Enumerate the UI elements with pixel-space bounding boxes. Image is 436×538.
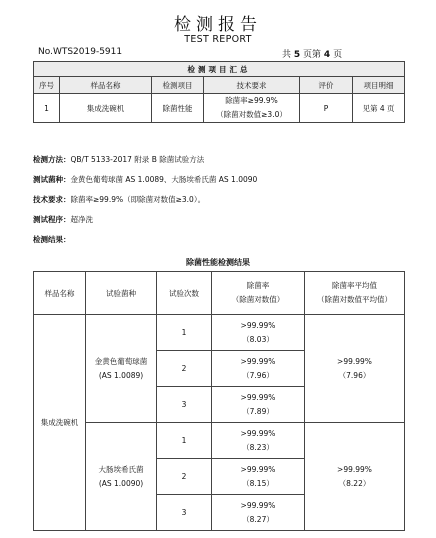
requirement-line2: （除菌对数值≥3.0） <box>216 110 287 119</box>
strain-1-name: 金黄色葡萄球菌 <box>94 356 148 366</box>
trial-result <box>212 387 305 423</box>
strain-2-code: (AS 1.0090) <box>98 478 144 488</box>
results-col-rate <box>212 272 305 315</box>
trial-rate: >99.99% <box>240 356 276 366</box>
table-row <box>34 315 405 351</box>
trial-number: 1 <box>157 315 212 351</box>
trial-number: 3 <box>157 387 212 423</box>
report-title: 检测报告 <box>174 15 262 35</box>
pages-total: 5 <box>293 50 301 60</box>
strain-1-code: (AS 1.0089) <box>98 370 144 380</box>
trial-result <box>212 459 305 495</box>
summary-table <box>33 61 405 123</box>
info-program <box>33 214 93 225</box>
info-strain-value: 金黄色葡萄球菌 AS 1.0089、大肠埃希氏菌 AS 1.0090 <box>70 175 258 184</box>
page-indicator <box>282 47 342 60</box>
results-col-sample: 样品名称 <box>34 272 86 315</box>
results-strain-1 <box>86 315 157 423</box>
results-caption: 除菌性能检测结果 <box>186 258 250 267</box>
info-program-label: 测试程序： <box>33 215 71 224</box>
report-number: No.WTS2019-5911 <box>38 47 123 57</box>
trial-log: （7.96） <box>242 370 274 380</box>
results-average-1 <box>305 315 405 423</box>
results-table <box>33 271 405 531</box>
summary-sample: 集成洗碗机 <box>60 94 152 123</box>
summary-col-item: 检测项目 <box>152 77 204 94</box>
info-method <box>33 154 204 165</box>
average-1-rate: >99.99% <box>337 356 372 366</box>
trial-log: （8.03） <box>242 334 274 344</box>
rate-header-line2: （除菌对数值） <box>231 295 285 304</box>
trial-rate: >99.99% <box>240 320 276 330</box>
report-title-en: TEST REPORT <box>184 34 252 45</box>
info-program-value: 超净洗 <box>70 215 93 224</box>
requirement-line1: 除菌率≥99.9% <box>225 96 278 105</box>
summary-col-no: 序号 <box>34 77 60 94</box>
results-strain-2 <box>86 423 157 531</box>
trial-log: （8.15） <box>242 478 274 488</box>
trial-number: 2 <box>157 351 212 387</box>
table-row <box>34 423 405 459</box>
rate-header-line1: 除菌率 <box>246 281 270 290</box>
pages-mid: 页第 <box>303 50 322 60</box>
summary-col-evaluation: 评价 <box>300 77 353 94</box>
info-requirement-value: 除菌率≥99.9%（即除菌对数值≥3.0）。 <box>70 195 206 204</box>
results-sample-name: 集成洗碗机 <box>34 315 86 531</box>
summary-title: 检测项目汇总 <box>34 62 405 77</box>
strain-2-name: 大肠埃希氏菌 <box>98 464 144 474</box>
info-requirement-label: 技术要求： <box>33 195 71 204</box>
summary-detail: 见第 4 页 <box>353 94 405 123</box>
trial-number: 1 <box>157 423 212 459</box>
info-requirement <box>33 194 205 205</box>
results-col-strain: 试验菌种 <box>86 272 157 315</box>
trial-number: 2 <box>157 459 212 495</box>
avg-header-line2: （除菌对数值平均值） <box>317 295 392 304</box>
trial-rate: >99.99% <box>240 392 276 402</box>
average-2-rate: >99.99% <box>337 464 372 474</box>
summary-item: 除菌性能 <box>152 94 204 123</box>
trial-log: （8.23） <box>242 442 274 452</box>
info-method-label: 检测方法： <box>33 155 71 164</box>
info-result <box>33 234 71 245</box>
avg-header-line1: 除菌率平均值 <box>332 281 377 290</box>
results-col-times: 试验次数 <box>157 272 212 315</box>
trial-rate: >99.99% <box>240 500 276 510</box>
trial-log: （7.89） <box>242 406 274 416</box>
trial-result <box>212 315 305 351</box>
table-row <box>34 94 405 123</box>
summary-col-detail: 项目明细 <box>353 77 405 94</box>
trial-result <box>212 495 305 531</box>
info-result-label: 检测结果： <box>33 235 71 244</box>
info-strain <box>33 174 257 185</box>
summary-col-sample: 样品名称 <box>60 77 152 94</box>
trial-number: 3 <box>157 495 212 531</box>
pages-prefix: 共 <box>282 50 292 60</box>
trial-result <box>212 423 305 459</box>
summary-evaluation: P <box>300 94 353 123</box>
info-method-value: QB/T 5133-2017 附录 B 除菌试验方法 <box>70 155 205 164</box>
info-strain-label: 测试菌种： <box>33 175 71 184</box>
trial-result <box>212 351 305 387</box>
average-1-log: （7.96） <box>338 370 371 380</box>
results-average-2 <box>305 423 405 531</box>
summary-requirement <box>204 94 300 123</box>
pages-current: 4 <box>323 50 331 60</box>
trial-rate: >99.99% <box>240 464 276 474</box>
trial-log: （8.27） <box>242 514 274 524</box>
pages-suffix: 页 <box>333 50 343 60</box>
trial-rate: >99.99% <box>240 428 276 438</box>
results-col-average <box>305 272 405 315</box>
summary-col-requirement: 技术要求 <box>204 77 300 94</box>
average-2-log: （8.22） <box>338 478 371 488</box>
summary-no: 1 <box>34 94 60 123</box>
